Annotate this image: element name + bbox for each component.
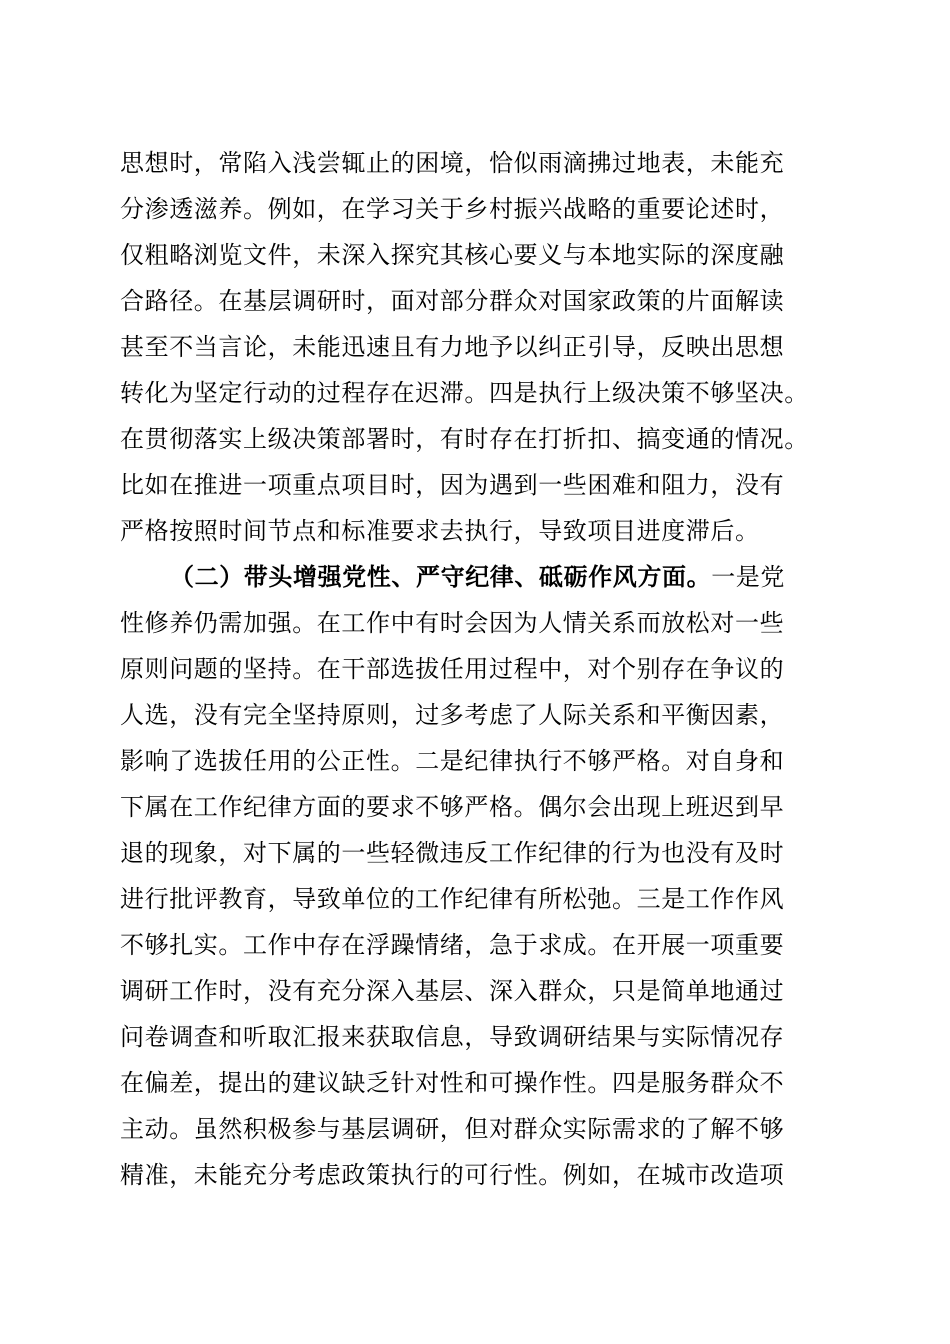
paragraph-line: 问卷调查和听取汇报来获取信息，导致调研结果与实际情况存	[120, 1023, 785, 1051]
paragraph-line: 精准，未能充分考虑政策执行的可行性。例如，在城市改造项	[120, 1161, 785, 1189]
section-heading: （二）带头增强党性、严守纪律、砥砺作风方面。	[170, 562, 712, 591]
paragraph-line: 转化为坚定行动的过程存在迟滞。四是执行上级决策不够坚决。	[120, 379, 809, 407]
paragraph-line: 人选，没有完全坚持原则，过多考虑了人际关系和平衡因素，	[120, 701, 785, 729]
paragraph-line: 影响了选拔任用的公正性。二是纪律执行不够严格。对自身和	[120, 747, 785, 775]
paragraph-line: 甚至不当言论，未能迅速且有力地予以纠正引导，反映出思想	[120, 333, 785, 361]
body-text	[120, 140, 840, 1198]
paragraph-line: 在贯彻落实上级决策部署时，有时存在打折扣、搞变通的情况。	[120, 425, 809, 453]
paragraph-line: 严格按照时间节点和标准要求去执行，导致项目进度滞后。	[120, 517, 760, 545]
paragraph-line: 性修养仍需加强。在工作中有时会因为人情关系而放松对一些	[120, 609, 785, 637]
section-heading-line	[120, 554, 840, 600]
paragraph-line: 下属在工作纪律方面的要求不够严格。偶尔会出现上班迟到早	[120, 793, 785, 821]
section-heading-tail: 一是党	[711, 563, 786, 591]
paragraph-line: 进行批评教育，导致单位的工作纪律有所松弛。三是工作作风	[120, 885, 785, 913]
paragraph-line: 原则问题的坚持。在干部选拔任用过程中，对个别存在争议的	[120, 655, 785, 683]
paragraph-line: 不够扎实。工作中存在浮躁情绪，急于求成。在开展一项重要	[120, 931, 785, 959]
paragraph-line: 仅粗略浏览文件，未深入探究其核心要义与本地实际的深度融	[120, 241, 785, 269]
paragraph-line: 合路径。在基层调研时，面对部分群众对国家政策的片面解读	[120, 287, 785, 315]
paragraph-line: 退的现象，对下属的一些轻微违反工作纪律的行为也没有及时	[120, 839, 785, 867]
paragraph-line: 思想时，常陷入浅尝辄止的困境，恰似雨滴拂过地表，未能充	[120, 149, 785, 177]
paragraph-line: 比如在推进一项重点项目时，因为遇到一些困难和阻力，没有	[120, 471, 785, 499]
paragraph-line: 主动。虽然积极参与基层调研，但对群众实际需求的了解不够	[120, 1115, 785, 1143]
paragraph-line: 调研工作时，没有充分深入基层、深入群众，只是简单地通过	[120, 977, 785, 1005]
paragraph-line: 在偏差，提出的建议缺乏针对性和可操作性。四是服务群众不	[120, 1069, 785, 1097]
paragraph-line: 分渗透滋养。例如，在学习关于乡村振兴战略的重要论述时，	[120, 195, 785, 223]
